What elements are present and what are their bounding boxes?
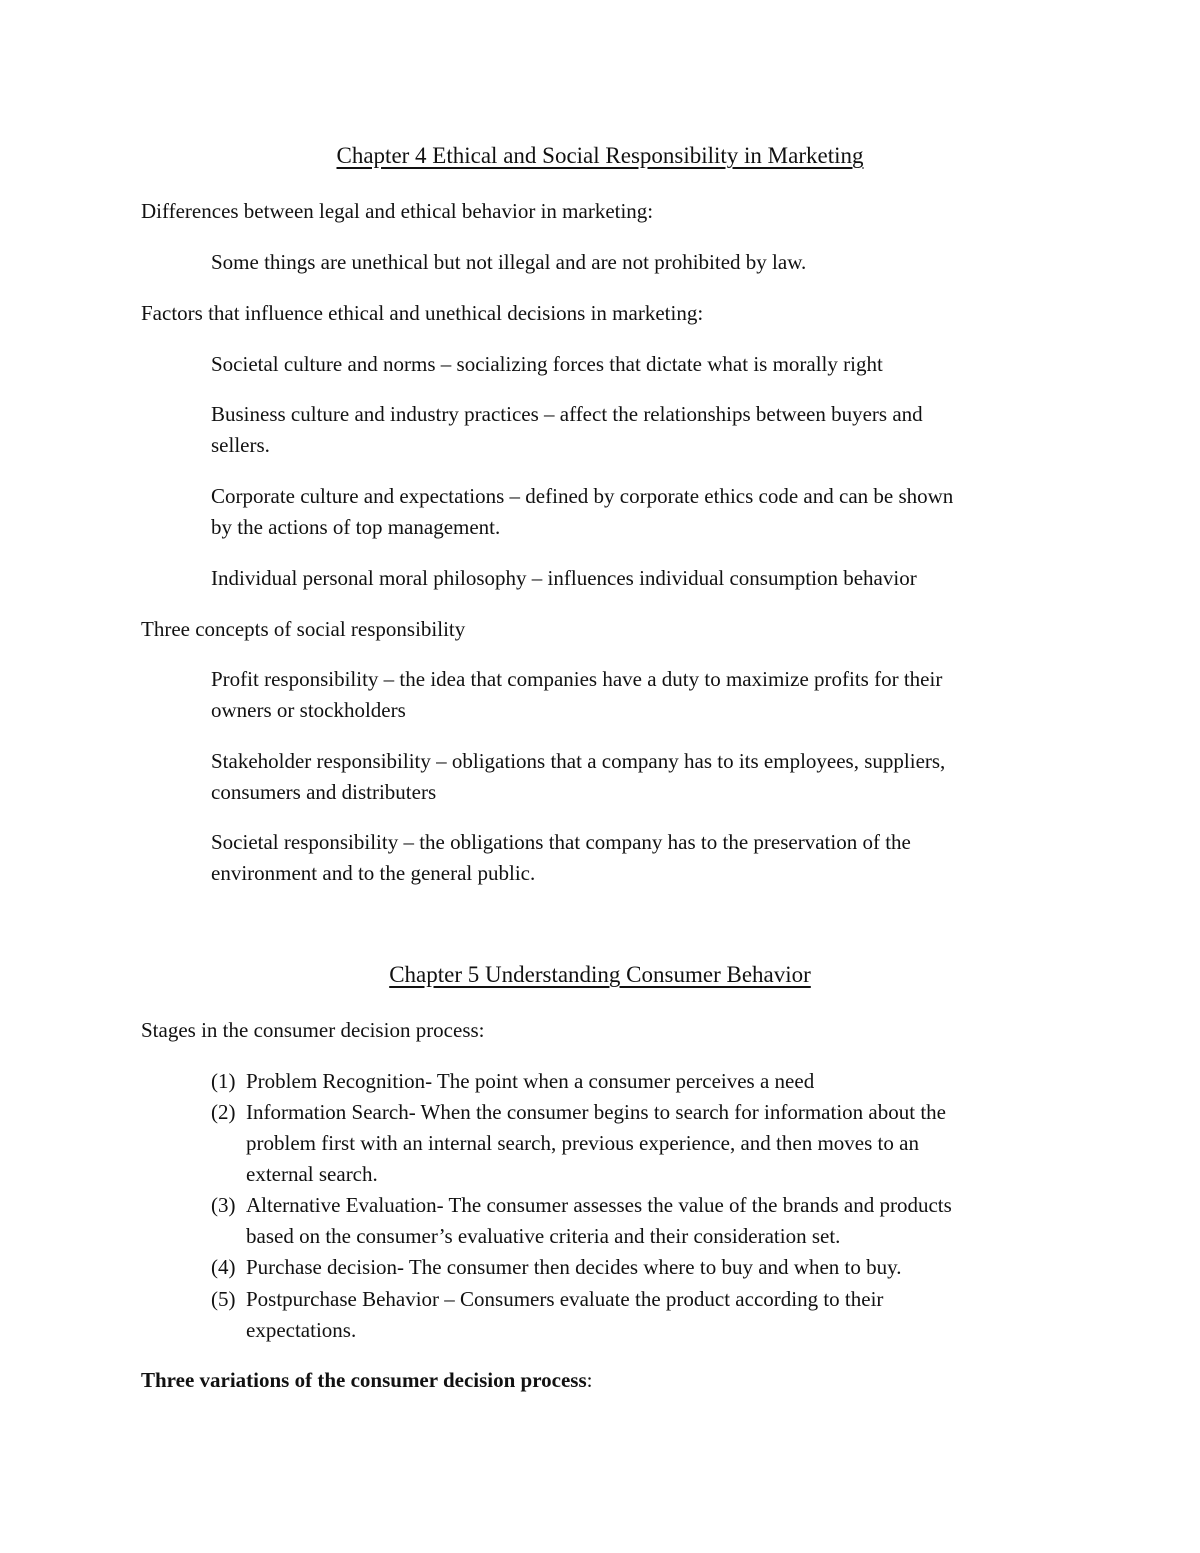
concept-item: Societal responsibility – the obligations that company has to the preservation of the xyxy=(211,830,911,854)
factor-item: Individual personal moral philosophy – influences individual consumption behavior xyxy=(211,566,917,590)
concept-item-continued: owners or stockholders xyxy=(211,698,406,722)
concept-item: Stakeholder responsibility – obligations that a company has to its employees, suppliers, xyxy=(211,749,946,773)
concept-item-continued: consumers and distributers xyxy=(211,780,437,804)
factor-item-continued: sellers. xyxy=(211,433,270,457)
stage-number: (4) xyxy=(211,1255,236,1279)
stage-number: (2) xyxy=(211,1100,236,1124)
concept-item-continued: environment and to the general public. xyxy=(211,861,536,885)
stage-text-continued: based on the consumer’s evaluative criteria and their consideration set. xyxy=(246,1224,841,1248)
chapter-5-title: Chapter 5 Understanding Consumer Behavior xyxy=(389,962,811,987)
variations-heading-bold: Three variations of the consumer decision process xyxy=(141,1368,587,1392)
stage-text: Postpurchase Behavior – Consumers evaluate the product according to their xyxy=(246,1287,884,1311)
stage-text-continued: problem first with an internal search, previous experience, and then moves to an xyxy=(246,1131,919,1155)
factor-item: Societal culture and norms – socializing forces that dictate what is morally right xyxy=(211,352,883,376)
variations-heading xyxy=(141,1365,593,1396)
stage-text-continued: external search. xyxy=(246,1162,378,1186)
chapter-4-title: Chapter 4 Ethical and Social Responsibility in Marketing xyxy=(336,143,864,168)
stage-text: Purchase decision- The consumer then decides where to buy and when to buy. xyxy=(246,1255,902,1279)
factor-item: Business culture and industry practices – affect the relationships between buyers and xyxy=(211,402,923,426)
stage-number: (1) xyxy=(211,1069,236,1093)
stage-text-continued: expectations. xyxy=(246,1318,357,1342)
concepts-heading: Three concepts of social responsibility xyxy=(141,617,466,641)
factor-item-continued: by the actions of top management. xyxy=(211,515,501,539)
stages-heading: Stages in the consumer decision process: xyxy=(141,1018,485,1042)
factor-item: Corporate culture and expectations – defined by corporate ethics code and can be shown xyxy=(211,484,954,508)
differences-heading: Differences between legal and ethical behavior in marketing: xyxy=(141,199,654,223)
concept-item: Profit responsibility – the idea that companies have a duty to maximize profits for their xyxy=(211,667,943,691)
stage-number: (5) xyxy=(211,1287,236,1311)
variations-heading-colon: : xyxy=(586,1368,593,1392)
stage-text: Alternative Evaluation- The consumer assesses the value of the brands and products xyxy=(246,1193,952,1217)
stage-text: Problem Recognition- The point when a consumer perceives a need xyxy=(246,1069,815,1093)
factors-heading: Factors that influence ethical and unethical decisions in marketing: xyxy=(141,301,704,325)
differences-item: Some things are unethical but not illegal and are not prohibited by law. xyxy=(211,250,807,274)
stage-number: (3) xyxy=(211,1193,236,1217)
stage-text: Information Search- When the consumer begins to search for information about the xyxy=(246,1100,946,1124)
